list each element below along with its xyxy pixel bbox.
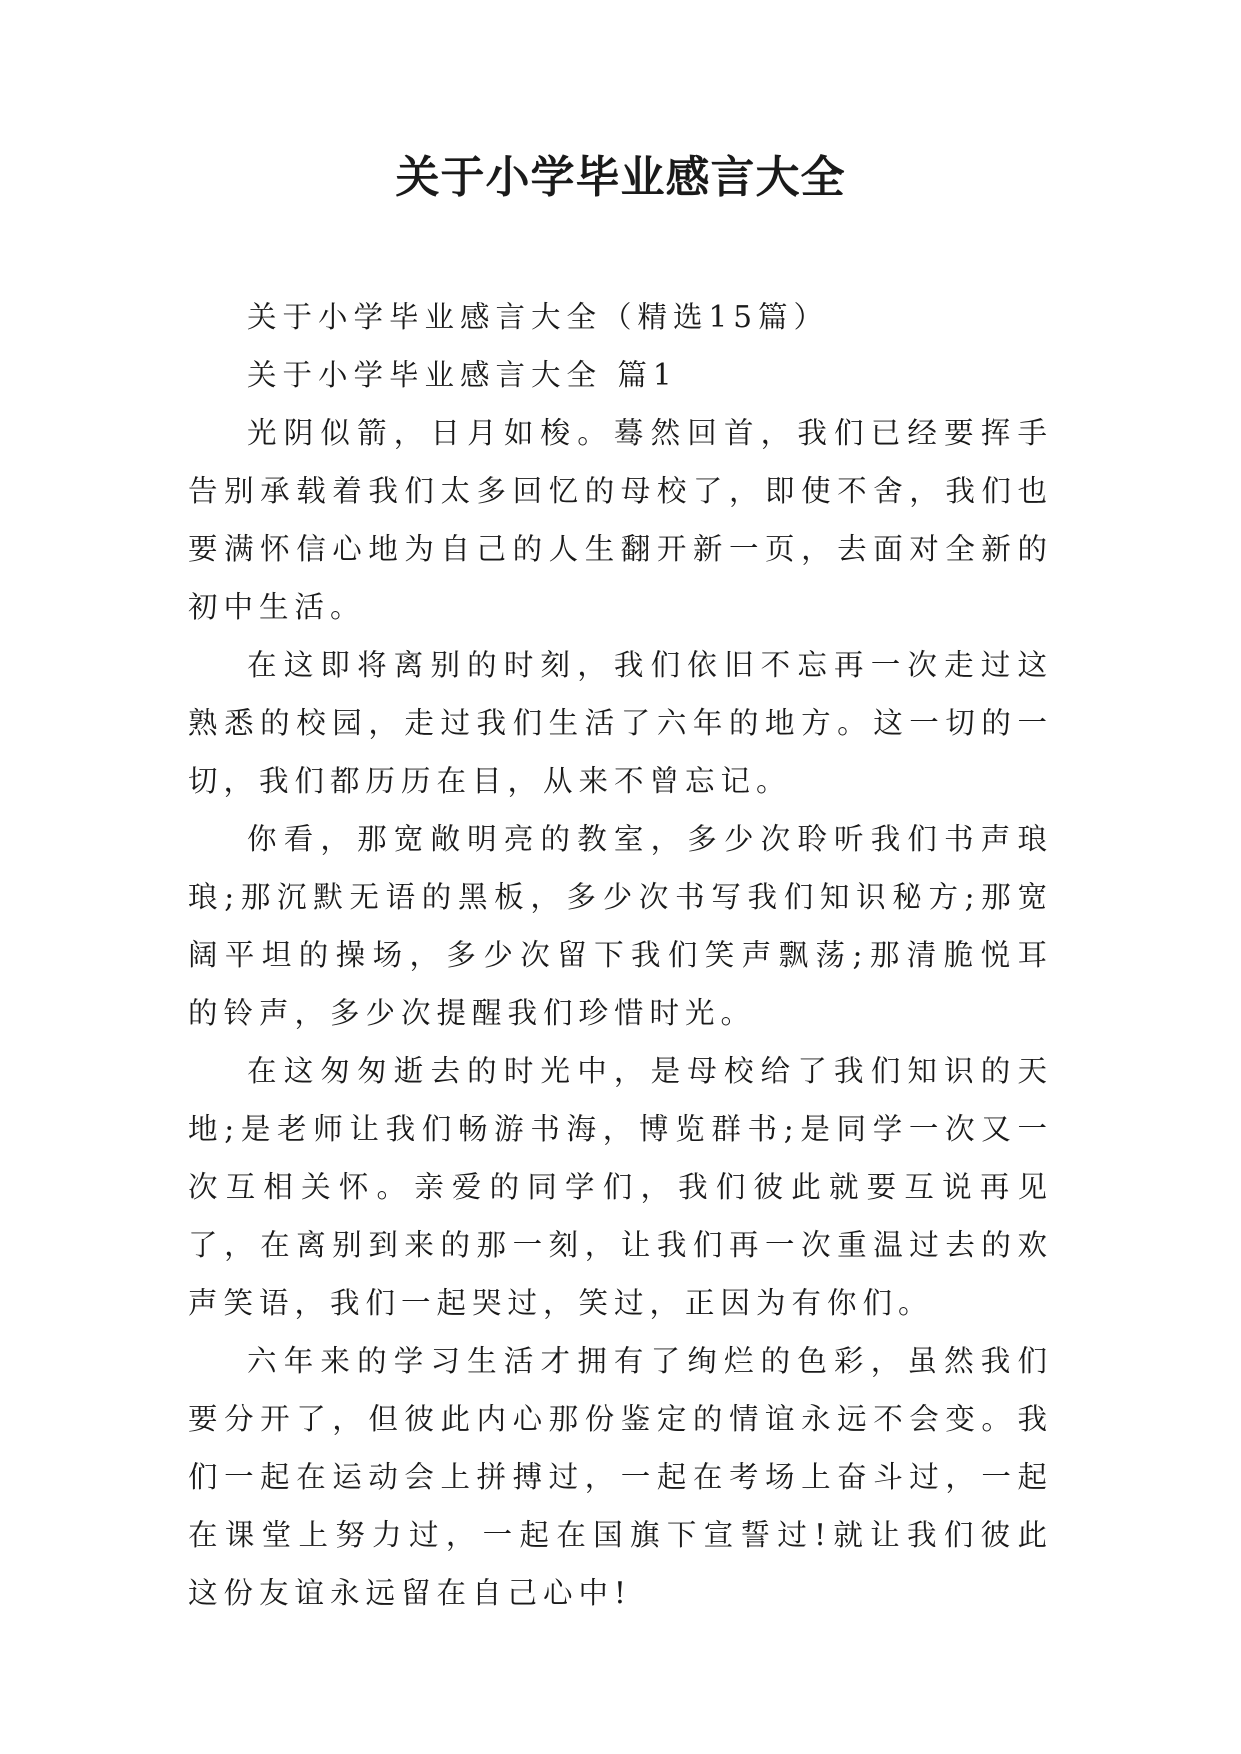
section-heading: 关于小学毕业感言大全 篇1: [247, 358, 678, 392]
body-paragraph: 在这匆匆逝去的时光中，是母校给了我们知识的天地;是老师让我们畅游书海，博览群书;是同学一次又一次互相关怀。亲爱的同学们，我们彼此就要互说再见了，在离别到来的那一刻，让我们再一次重温过去的欢声笑语，我们一起哭过，笑过，正因为有你们。: [188, 1054, 1053, 1320]
body-paragraph: 你看，那宽敞明亮的教室，多少次聆听我们书声琅琅;那沉默无语的黑板，多少次书写我们知识秘方;那宽阔平坦的操场，多少次留下我们笑声飘荡;那清脆悦耳的铃声，多少次提醒我们珍惜时光。: [188, 822, 1053, 1030]
body-paragraph: 六年来的学习生活才拥有了绚烂的色彩，虽然我们要分开了，但彼此内心那份鉴定的情谊永远不会变。我们一起在运动会上拼搏过，一起在考场上奋斗过，一起在课堂上努力过，一起在国旗下宣誓过!就让我们彼此这份友谊永远留在自己心中!: [188, 1344, 1053, 1610]
subtitle-paragraph: 关于小学毕业感言大全（精选15篇）: [247, 300, 830, 334]
body-paragraph: 光阴似箭，日月如梭。蓦然回首，我们已经要挥手告别承载着我们太多回忆的母校了，即使不舍，我们也要满怀信心地为自己的人生翻开新一页，去面对全新的初中生活。: [188, 416, 1053, 624]
body-paragraph: 在这即将离别的时刻，我们依旧不忘再一次走过这熟悉的校园，走过我们生活了六年的地方。这一切的一切，我们都历历在目，从来不曾忘记。: [188, 648, 1053, 798]
document-body: [188, 288, 1053, 1622]
document-title: 关于小学毕业感言大全: [395, 152, 846, 203]
